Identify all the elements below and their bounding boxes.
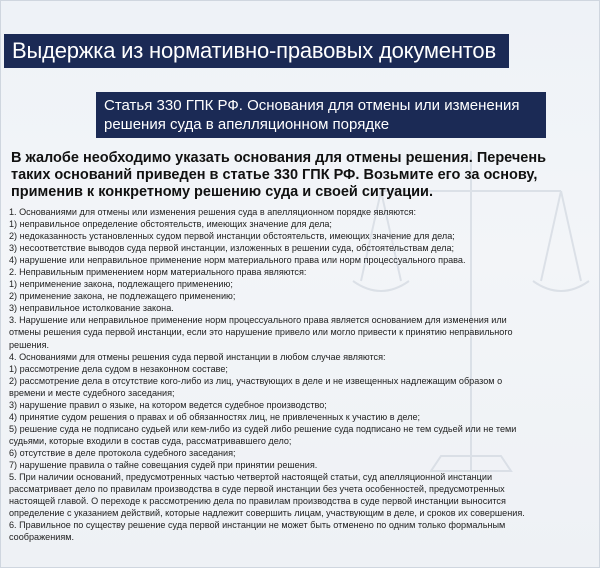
- body-line: 3) нарушение правил о языке, на котором ведется судебное производство;: [9, 399, 327, 410]
- body-line: 2) рассмотрение дела в отсутствие кого-либо из лиц, участвующих в деле и не извещенных надлежащим образом о: [9, 375, 503, 386]
- body-line: 1) рассмотрение дела судом в незаконном составе;: [9, 363, 228, 374]
- body-line: 6) отсутствие в деле протокола судебного заседания;: [9, 447, 236, 458]
- body-line: 3. Нарушение или неправильное применение норм процессуального права является основанием для изменения или: [9, 315, 507, 326]
- page-title: Выдержка из нормативно-правовых документов: [4, 34, 509, 68]
- article-body: [9, 206, 594, 543]
- body-line: 2. Неправильным применением норм материального права являются:: [9, 267, 307, 278]
- body-line: настоящей главой. О переходе к рассмотрению дела по правилам производства в суде первой инстанции выносится: [9, 496, 506, 507]
- body-line: 1. Основаниями для отмены или изменения решения суда в апелляционном порядке являются:: [9, 207, 416, 217]
- body-line: судьями, которые входили в состав суда, рассматривавшего дело;: [9, 435, 292, 446]
- body-line: 5. При наличии оснований, предусмотренных частью четвертой настоящей статьи, суд апелляционной инстанции: [9, 472, 493, 483]
- body-line: 4) нарушение или неправильное применение норм материального права или норм процессуального права.: [9, 255, 466, 266]
- body-line: 4) принятие судом решения о правах и об обязанностях лиц, не привлеченных к участию в деле;: [9, 411, 421, 422]
- body-line: отмены решения суда первой инстанции, если это нарушение привело или могло привести к принятию неправильного: [9, 327, 513, 338]
- body-line: 1) неправильное определение обстоятельств, имеющих значение для дела;: [9, 219, 332, 230]
- body-line: 3) несоответствие выводов суда первой инстанции, изложенных в решении суда, обстоятельствам дела;: [9, 243, 455, 254]
- body-line: 5) решение суда не подписано судьей или кем-либо из судей либо решение суда подписано не тем судьей или не теми: [9, 423, 517, 434]
- body-line: соображениям.: [9, 532, 75, 543]
- body-line: рассматривает дело по правилам производства в суде первой инстанции без учета особенностей, предусмотренных: [9, 484, 505, 495]
- body-line: решения.: [9, 339, 50, 350]
- article-title: Статья 330 ГПК РФ. Основания для отмены или изменения решения суда в апелляционном порядке: [96, 92, 546, 138]
- body-line: определение с указанием действий, которые надлежит совершить лицам, участвующим в деле, и сроков их совершения.: [9, 508, 525, 519]
- body-line: 1) неприменение закона, подлежащего применению;: [9, 279, 233, 290]
- body-line: 7) нарушение правила о тайне совещания судей при принятии решения.: [9, 459, 318, 470]
- lead-paragraph: В жалобе необходимо указать основания для отмены решения. Перечень таких оснований приведен в статье 330 ГПК РФ. Возьмите его за основу, применив к конкретному решению суда и своей ситуации.: [11, 150, 547, 200]
- body-line: 3) неправильное истолкование закона.: [9, 303, 174, 314]
- body-line: 4. Основаниями для отмены решения суда первой инстанции в любом случае являются:: [9, 351, 386, 362]
- body-line: 6. Правильное по существу решение суда первой инстанции не может быть отменено по одним только формальным: [9, 520, 506, 531]
- body-line: 2) недоказанность установленных судом первой инстанции обстоятельств, имеющих значение для дела;: [9, 231, 455, 242]
- body-line: времени и месте судебного заседания;: [9, 387, 175, 398]
- body-line: 2) применение закона, не подлежащего применению;: [9, 291, 236, 302]
